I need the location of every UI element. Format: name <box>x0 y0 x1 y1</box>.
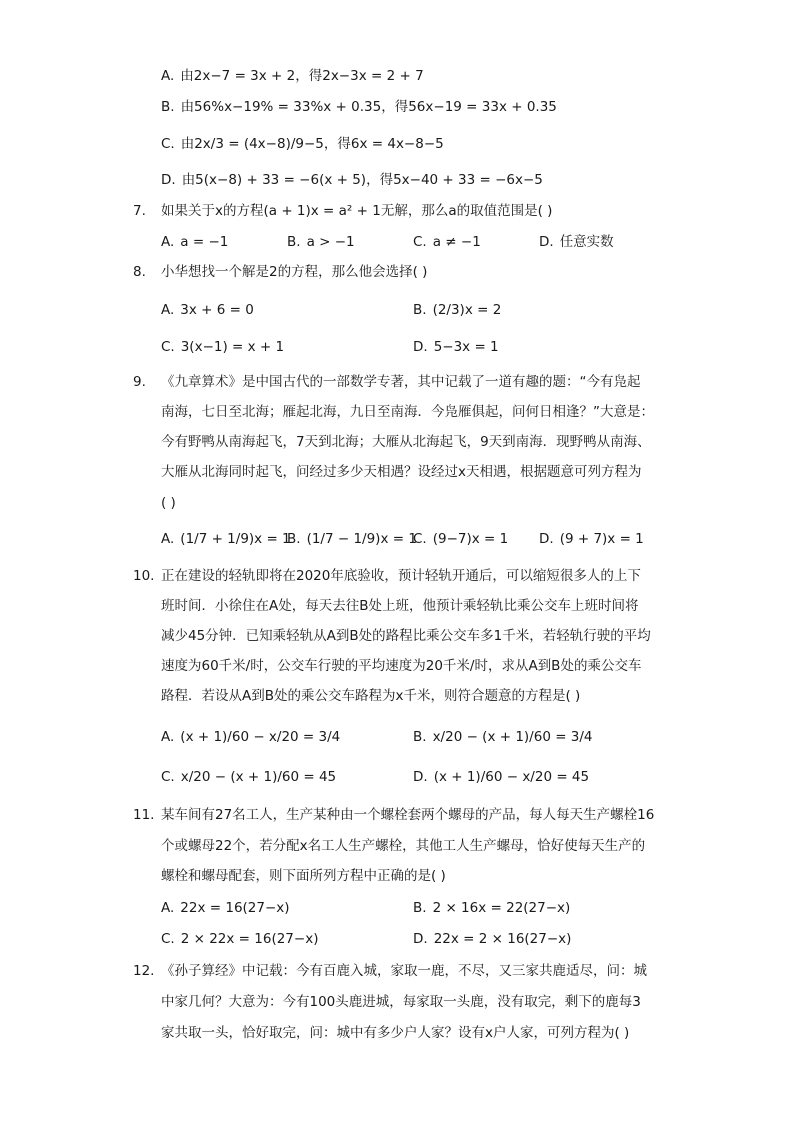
question-number: 10. <box>133 568 155 584</box>
option-d: D. 由5(x−8) + 33 = −6(x + 5)，得5x−40 + 33 = −6x−5 <box>161 172 543 188</box>
option-d: D. (x + 1)/60 − x/20 = 45 <box>413 769 590 785</box>
question-text-line: 减少45分钟．已知乘轻轨从A到B处的路程比乘公交车多1千米，若轻轨行驶的平均 <box>161 628 651 644</box>
question-text-line: 《九章算术》是中国古代的一部数学专著，其中记载了一道有趣的题：“今有凫起 <box>161 374 641 390</box>
question-text-line: 速度为60千米/时，公交车行驶的平均速度为20千米/时，求从A到B处的乘公交车 <box>161 658 642 674</box>
option-b: B. (1/7 − 1/9)x = 1 <box>287 531 417 547</box>
option-d: D. 任意实数 <box>539 234 614 250</box>
question-number: 12. <box>133 963 155 979</box>
question-number: 11. <box>133 807 155 823</box>
option-b: B. 2 × 16x = 22(27−x) <box>413 900 571 916</box>
question-text-line: 家共取一头，恰好取完，问：城中有多少户人家？设有x户人家，可列方程为( ) <box>161 1025 630 1041</box>
option-d: D. 22x = 2 × 16(27−x) <box>413 931 572 947</box>
option-d: D. 5−3x = 1 <box>413 339 499 355</box>
option-a: A. 3x + 6 = 0 <box>161 302 254 318</box>
option-a: A. (x + 1)/60 − x/20 = 3/4 <box>161 729 341 745</box>
option-c: C. 2 × 22x = 16(27−x) <box>161 931 319 947</box>
question-text: 小华想找一个解是2的方程，那么他会选择( ) <box>161 264 428 280</box>
question-text-line: ( ) <box>161 495 176 511</box>
question-text-line: 班时间．小徐住在A处，每天去往B处上班，他预计乘轻轨比乘公交车上班时间将 <box>161 598 639 614</box>
option-c: C. (9−7)x = 1 <box>413 531 509 547</box>
question-number: 8. <box>133 264 146 280</box>
question-text-line: 《孙子算经》中记载：今有百鹿入城，家取一鹿，不尽，又三家共鹿适尽，问：城 <box>161 963 647 979</box>
option-b: B. (2/3)x = 2 <box>413 302 502 318</box>
option-c: C. a ≠ −1 <box>413 234 481 250</box>
option-a: A. 由2x−7 = 3x + 2，得2x−3x = 2 + 7 <box>161 68 424 84</box>
option-d: D. (9 + 7)x = 1 <box>539 531 644 547</box>
question-text-line: 个或螺母22个，若分配x名工人生产螺栓，其他工人生产螺母，恰好使每天生产的 <box>161 838 646 854</box>
option-c: C. 由2x/3 = (4x−8)/9−5，得6x = 4x−8−5 <box>161 136 444 152</box>
option-a: A. 22x = 16(27−x) <box>161 900 290 916</box>
question-text: 如果关于x的方程(a + 1)x = a² + 1无解，那么a的取值范围是( ) <box>161 203 553 219</box>
question-text-line: 螺栓和螺母配套，则下面所列方程中正确的是( ) <box>161 868 446 884</box>
question-text-line: 南海，七日至北海；雁起北海，九日至南海．今凫雁俱起，问何日相逢？”大意是： <box>161 404 654 420</box>
question-text-line: 正在建设的轻轨即将在2020年底验收，预计轻轨开通后，可以缩短很多人的上下 <box>161 568 641 584</box>
option-b: B. 由56%x−19% = 33%x + 0.35，得56x−19 = 33x + 0.35 <box>161 99 557 115</box>
option-c: C. x/20 − (x + 1)/60 = 45 <box>161 769 337 785</box>
option-a: A. a = −1 <box>161 234 229 250</box>
question-number: 9. <box>133 374 146 390</box>
question-text-line: 中家几何？大意为：今有100头鹿进城，每家取一头鹿，没有取完，剩下的鹿每3 <box>161 994 641 1010</box>
option-b: B. a > −1 <box>287 234 355 250</box>
question-text-line: 某车间有27名工人，生产某种由一个螺栓套两个螺母的产品，每人每天生产螺栓16 <box>161 807 655 823</box>
option-a: A. (1/7 + 1/9)x = 1 <box>161 531 291 547</box>
option-c: C. 3(x−1) = x + 1 <box>161 339 285 355</box>
option-b: B. x/20 − (x + 1)/60 = 3/4 <box>413 729 593 745</box>
question-text-line: 路程．若设从A到B处的乘公交车路程为x千米，则符合题意的方程是( ) <box>161 688 581 704</box>
question-text-line: 今有野鸭从南海起飞，7天到北海；大雁从北海起飞，9天到南海．现野鸭从南海、 <box>161 434 651 450</box>
question-text-line: 大雁从北海同时起飞，问经过多少天相遇？设经过x天相遇，根据题意可列方程为 <box>161 464 642 480</box>
question-number: 7. <box>133 203 146 219</box>
